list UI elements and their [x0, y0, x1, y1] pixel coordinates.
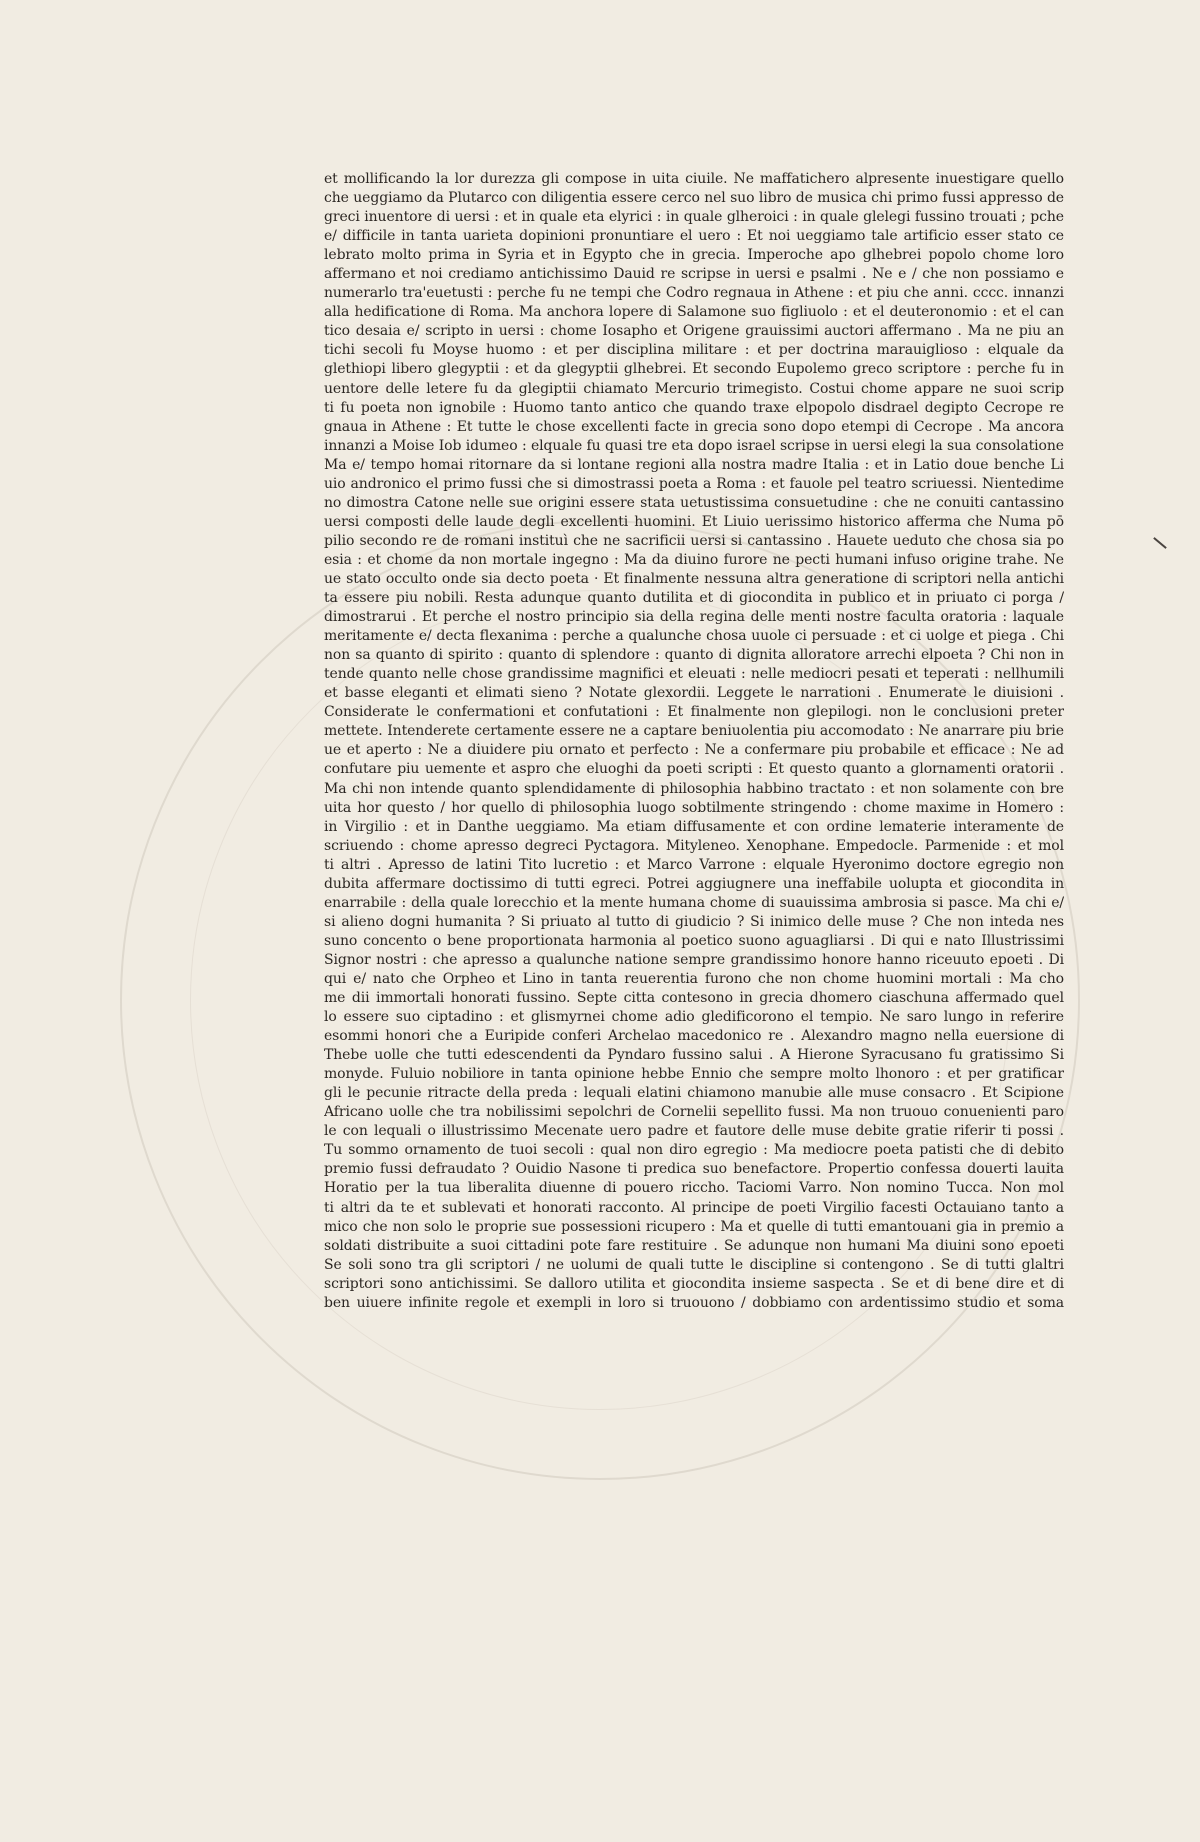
text-line: Se soli sono tra gli scriptori / ne uolumi de quali tutte le discipline si contengono . Se di tutti glaltri [324, 1256, 1064, 1273]
text-line: uersi composti delle laude degli excellenti huomini. Et Liuio uerissimo historico afferma che Numa pō [324, 513, 1064, 530]
text-line: mico che non solo le proprie sue possessioni ricupero : Ma et quelle di tutti emantouani gia in premio a [324, 1218, 1064, 1235]
text-line: non sa quanto di spirito : quanto di splendore : quanto di dignita alloratore arrechi elpoeta ? Chi non in [324, 647, 1064, 664]
text-line: meritamente e/ decta flexanima : perche a qualunche chosa uuole ci persuade : et ci uolge et piega . Chi [324, 628, 1064, 645]
text-line: Africano uolle che tra nobilissimi sepolchri de Cornelii sepellito fussi. Ma non truouo conuenienti paro [324, 1104, 1064, 1121]
text-line: e/ difficile in tanta uarieta dopinioni pronuntiare el uero : Et noi ueggiamo tale artificio esser stato ce [324, 228, 1064, 245]
text-line: ue et aperto : Ne a diuidere piu ornato et perfecto : Ne a confermare piu probabile et efficace : Ne ad [324, 742, 1064, 759]
text-line: Considerate le confermationi et confutationi : Et finalmente non glepilogi. non le conclusioni preter [324, 704, 1064, 721]
text-line: et basse eleganti et elimati sieno ? Notate glexordii. Leggete le narrationi . Enumerate le diuisioni . [324, 685, 1064, 702]
text-line: lebrato molto prima in Syria et in Egypto che in grecia. Imperoche apo glhebrei popolo chome loro [324, 247, 1064, 264]
text-line: ta essere piu nobili. Resta adunque quanto dutilita et di giocondita in publico et in priuato ci porga / [324, 590, 1064, 607]
text-line: dubita affermare doctissimo di tutti egreci. Potrei aggiugnere una ineffabile uolupta et giocondita in [324, 875, 1064, 892]
text-line: lo essere suo ciptadino : et glismyrnei chome adio gledificorono el tempio. Ne saro lungo in referire [324, 1009, 1064, 1026]
text-line: monyde. Fuluio nobiliore in tanta opinione hebbe Ennio che sempre molto lhonoro : et per gratificar [324, 1066, 1064, 1083]
text-line: tende quanto nelle chose grandissime magnifici et eleuati : nelle mediocri pesati et teperati : nellhumili [324, 666, 1064, 683]
text-line: et mollificando la lor durezza gli compose in uita ciuile. Ne maffatichero alpresente inuestigare quello [324, 171, 1064, 187]
text-line: uio andronico el primo fussi che si dimostrassi poeta a Roma : et fauole pel teatro scriuessi. Nientedime [324, 475, 1064, 492]
text-line: no dimostra Catone nelle sue origini essere stata uetustissima consuetudine : che ne conuiti cantassino [324, 494, 1064, 511]
text-line: in Virgilio : et in Danthe ueggiamo. Ma etiam diffusamente et con ordine lematerie interamente de [324, 818, 1064, 835]
text-line: scriuendo : chome apresso degreci Pyctagora. Mityleneo. Xenophane. Empedocle. Parmenide : et mol [324, 837, 1064, 854]
text-line: gnaua in Athene : Et tutte le chose excellenti facte in grecia sono dopo etempi di Cecrope . Ma ancora [324, 418, 1064, 435]
text-line: Thebe uolle che tutti edescendenti da Pyndaro fussino salui . A Hierone Syracusano fu gratissimo Si [324, 1047, 1064, 1064]
text-line: si alieno dogni humanita ? Si priuato al tutto di giudicio ? Si inimico delle muse ? Che non inteda nes [324, 913, 1064, 930]
text-line: alla hedificatione di Roma. Ma anchora lopere di Salamone suo figliuolo : et el deuteronomio : et el can [324, 304, 1064, 321]
text-line: confutare piu uemente et aspro che eluoghi da poeti scripti : Et questo quanto a glornamenti oratorii . [324, 761, 1064, 778]
text-line: innanzi a Moise Iob idumeo : elquale fu quasi tre eta dopo israel scripse in uersi elegi la sua consolatione [324, 437, 1064, 454]
text-line: tico desaia e/ scripto in uersi : chome Iosapho et Origene grauissimi auctori affermano . Ma ne piu an [324, 323, 1064, 340]
text-line: greci inuentore di uersi : et in quale eta elyrici : in quale glheroici : in quale glelegi fussino trouati ; pche [324, 209, 1064, 226]
text-line: gli le pecunie ritracte della preda : lequali elatini chiamono manubie alle muse consacro . Et Scipione [324, 1085, 1064, 1102]
text-line: me dii immortali honorati fussino. Septe citta contesono in grecia dhomero ciaschuna affermado quel [324, 990, 1064, 1007]
text-line: ben uiuere infinite regole et exempli in loro si truouono / dobbiamo con ardentissimo studio et soma [324, 1294, 1064, 1311]
text-line: scriptori sono antichissimi. Se dalloro utilita et giocondita insieme saspecta . Se et di bene dire et di [324, 1275, 1064, 1292]
text-line: numerarlo tra'euetusti : perche fu ne tempi che Codro regnaua in Athene : et piu che anni. cccc. innanzi [324, 285, 1064, 302]
text-line: tichi secoli fu Moyse huomo : et per disciplina militare : et per doctrina marauiglioso : elquale da [324, 342, 1064, 359]
text-line: uentore delle letere fu da glegiptii chiamato Mercurio trimegisto. Costui chome appare ne suoi scrip [324, 380, 1064, 397]
text-line: glethiopi libero glegyptii : et da glegyptii glhebrei. Et secondo Eupolemo greco scriptore : perche fu in [324, 361, 1064, 378]
text-line: Signor nostri : che apresso a qualunche natione sempre grandissimo honore hanno riceuuto epoeti . Di [324, 951, 1064, 968]
text-line: Ma chi non intende quanto splendidamente di philosophia habbino tractato : et non solamente con bre [324, 780, 1064, 797]
text-line: esommi honori che a Euripide conferi Archelao macedonico re . Alexandro magno nella euersione di [324, 1028, 1064, 1045]
text-line: Horatio per la tua liberalita diuenne di pouero riccho. Taciomi Varro. Non nomino Tucca. Non mol [324, 1180, 1064, 1197]
text-line: pilio secondo re de romani instituì che ne sacrificii uersi si cantassino . Hauete ueduto che chosa sia po [324, 532, 1064, 549]
margin-mark [1153, 537, 1167, 549]
text-line: soldati distribuite a suoi cittadini pote fare restituire . Se adunque non humani Ma diuini sono epoeti [324, 1237, 1064, 1254]
text-line: che ueggiamo da Plutarco con diligentia essere cerco nel suo libro de musica chi primo fussi appresso de [324, 190, 1064, 207]
text-line: Tu sommo ornamento de tuoi secoli : qual non diro egregio : Ma mediocre poeta patisti che di debito [324, 1142, 1064, 1159]
text-line: enarrabile : della quale lorecchio et la mente humana chome di suauissima ambrosia si pasce. Ma chi e/ [324, 894, 1064, 911]
text-line: ti fu poeta non ignobile : Huomo tanto antico che quando traxe elpopolo disdrael degipto Cecrope re [324, 399, 1064, 416]
text-line: uita hor questo / hor quello di philosophia luogo sobtilmente stringendo : chome maxime in Homero : [324, 799, 1064, 816]
text-line: affermano et noi crediamo antichissimo Dauid re scripse in uersi e psalmi . Ne e / che non possiamo e [324, 266, 1064, 283]
text-line: premio fussi defraudato ? Ouidio Nasone ti predica suo benefactore. Propertio confessa douerti lauita [324, 1161, 1064, 1178]
text-line: mettete. Intenderete certamente essere ne a captare beniuolentia piu accomodato : Ne anarrare piu brie [324, 723, 1064, 740]
text-line: le con lequali o illustrissimo Mecenate uero padre et fautore delle muse debite gratie riferir ti possi . [324, 1123, 1064, 1140]
text-line: suno concento o bene proportionata harmonia al poetico suono aguagliarsi . Di qui e nato Illustrissimi [324, 932, 1064, 949]
text-line: Ma e/ tempo homai ritornare da si lontane regioni alla nostra madre Italia : et in Latio doue benche Li [324, 456, 1064, 473]
text-line: ti altri . Apresso de latini Tito lucretio : et Marco Varrone : elquale Hyeronimo doctore egregio non [324, 856, 1064, 873]
text-line: qui e/ nato che Orpheo et Lino in tanta reuerentia furono che non chome huomini mortali : Ma cho [324, 970, 1064, 987]
text-line: esia : et chome da non mortale ingegno : Ma da diuino furore ne pecti humani infuso origine trahe. Ne [324, 551, 1064, 568]
text-line: ti altri da te et sublevati et honorati racconto. Al principe de poeti Virgilio facesti Octauiano tanto a [324, 1199, 1064, 1216]
text-line: dimostrarui . Et perche el nostro principio sia della regina delle menti nostre faculta oratoria : laquale [324, 609, 1064, 626]
text-line: ue stato occulto onde sia decto poeta · Et finalmente nessuna altra generatione di scriptori nella antichi [324, 570, 1064, 587]
text-block [324, 170, 1064, 1313]
